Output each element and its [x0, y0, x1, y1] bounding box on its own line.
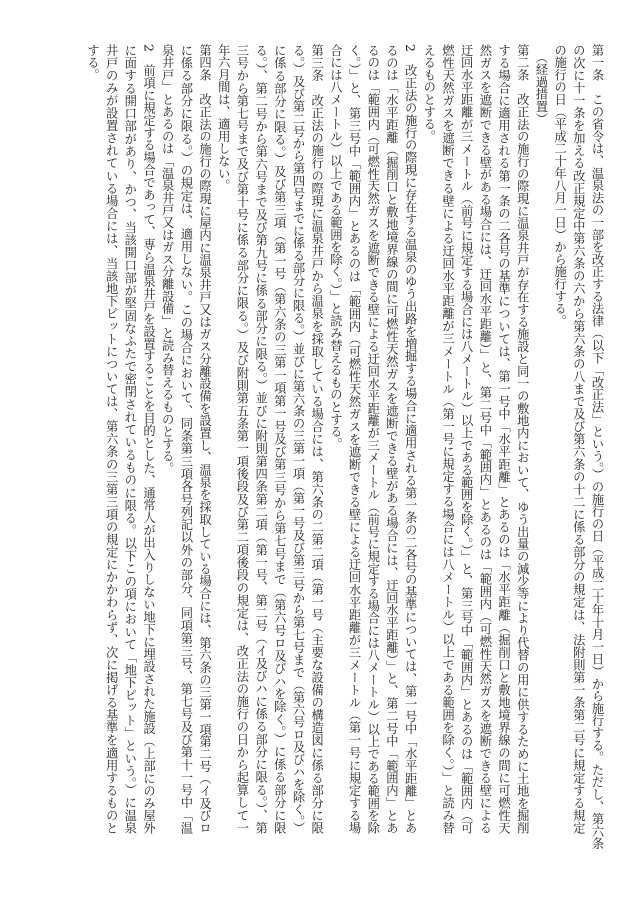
article-2-line: 第二条 改正法の施行の際現に温泉井戸が存在する施設と同一の敷地内において、ゆう出量の減少等により代替の用に供するために土地を掘削 — [515, 44, 530, 834]
article-3-line: る。）及び第二号から第四号までに係る部分に限る。）並びに第六条の三第一項（第一号及び第三号から第七号まで（第六号ロ及びハを除く。） — [291, 44, 305, 834]
article-2-para-2-line: るのは「水平距離（掘削口と敷地境界線の間に可燃性天然ガスを遮断できる壁がある場合には、迂回水平距離）」と、第二号中「範囲内」とあ — [384, 44, 399, 834]
article-4-line: に係る部分に限る。）の規定は、適用しない。この場合において、同条第三項各号列記以外の部分、同項第三号、第七号及び第十一号中「温 — [178, 44, 193, 834]
article-4-para-2-line: 2 前項に規定する場合であって、専ら温泉井戸を設置することを目的とした、通常人が出入りしない地下に埋設された施設（上部にのみ屋外 — [141, 44, 156, 834]
article-2-line: する場合に適用される第一条の二各号の基準については、第一号中「水平距離」とあるのは「水平距離（掘削口と敷地境界線の間に可燃性天 — [496, 44, 511, 834]
article-2-para-2-line: 合には八メートル）以上である範囲を除く。）」と読み替えるものとする。 — [328, 44, 343, 450]
article-2-line: えるものとする。 — [421, 44, 436, 143]
article-3-line: 第三条 改正法の施行の際現に温泉井戸から温泉を採取している場合には、第六条の二第二項（第一号（主要な設備の構造図に係る部分に限 — [309, 44, 324, 834]
article-2-para-2-line: るのは「範囲内（可燃性天然ガスを遮断できる壁による迂回水平距離が三メートル（前号に規定する場合には八メートル）以上である範囲を除 — [365, 44, 380, 834]
article-1-line: の次に十一条を加える改正規定中第六条の六から第六条の八まで及び第六条の十二に係る部分の規定は、法附則第一条第二号に規定する規定 — [571, 44, 586, 834]
article-3-line: る。）、第二号から第六号まで及び第九号に係る部分に限る。）並びに附則第四条第二項（第一号、第二号（イ及びハに係る部分に限る。）、第 — [253, 44, 268, 834]
article-2-line: 迂回水平距離が三メートル（前号に規定する場合には八メートル）以上である範囲を除く。）」と、第三号中「範囲内」とあるのは「範囲内（可 — [459, 44, 474, 834]
article-3-line: 年六月間は、適用しない。 — [216, 44, 231, 192]
article-4-line: 泉井戸」とあるのは「温泉井戸又はガス分離設備」と読み替えるものとする。 — [160, 44, 175, 475]
document-body — [83, 44, 606, 850]
article-4-para-2-line: する。 — [85, 44, 100, 81]
article-2-line: 然ガスを遮断できる壁がある場合には、迂回水平距離）」と、第二号中「範囲内」とあるのは「範囲内（可燃性天然ガスを遮断できる壁による — [477, 44, 492, 834]
article-4-para-2-line: 井戸のみが設置されている場合には、当該地下ピットについては、第六条の三第三項の規定にかかわらず、次に掲げる基準を適用するものと — [104, 44, 119, 834]
article-4-para-2-line: に面する開口部があり、かつ、当該開口部が堅固なふたで密閉されているものに限る。以下この項において「地下ピット」という。）に温泉 — [122, 44, 137, 834]
article-2-para-2-line: 2 改正法の施行の際現に存在する温泉のゆう出路を増掘する場合に適用される第一条の二各号の基準については、第一号中「水平距離」とあ — [403, 44, 418, 834]
article-4-line: 第四条 改正法の施行の際現に屋内に温泉井戸又はガス分離設備を設置し、温泉を採取している場合には、第六条の三第一項第二号（イ及びロ — [197, 44, 212, 834]
section-heading-transitional: （経過措置） — [533, 51, 548, 126]
article-3-line: に係る部分に限る。）及び第三項（第一号（第六条の三第一項第一号及び第三号から第七号まで（第六号ロ及びハを除く。）に係る部分に限 — [272, 44, 287, 834]
article-1-line: 第一条 この省令は、温泉法の一部を改正する法律（以下「改正法」という。）の施行の日（平成二十年十月一日）から施行する。ただし、第六条 — [590, 44, 604, 850]
article-3-line: 三号から第七号まで及び第十号に係る部分に限る。）及び附則第五条第一項後段及び第二項後段の規定は、改正法の施行の日から起算して一 — [234, 44, 249, 834]
article-2-para-2-line: く。）」と、第三号中「範囲内」とあるのは「範囲内（可燃性天然ガスを遮断できる壁による迂回水平距離が三メートル（第一号に規定する場 — [347, 44, 362, 834]
article-2-line: 燃性天然ガスを遮断できる壁による迂回水平距離が三メートル（第一号に規定する場合には八メートル）以上である範囲を除く。）」と読み替 — [440, 44, 455, 834]
article-1-line: の施行の日（平成二十年八月一日）から施行する。 — [552, 44, 567, 327]
